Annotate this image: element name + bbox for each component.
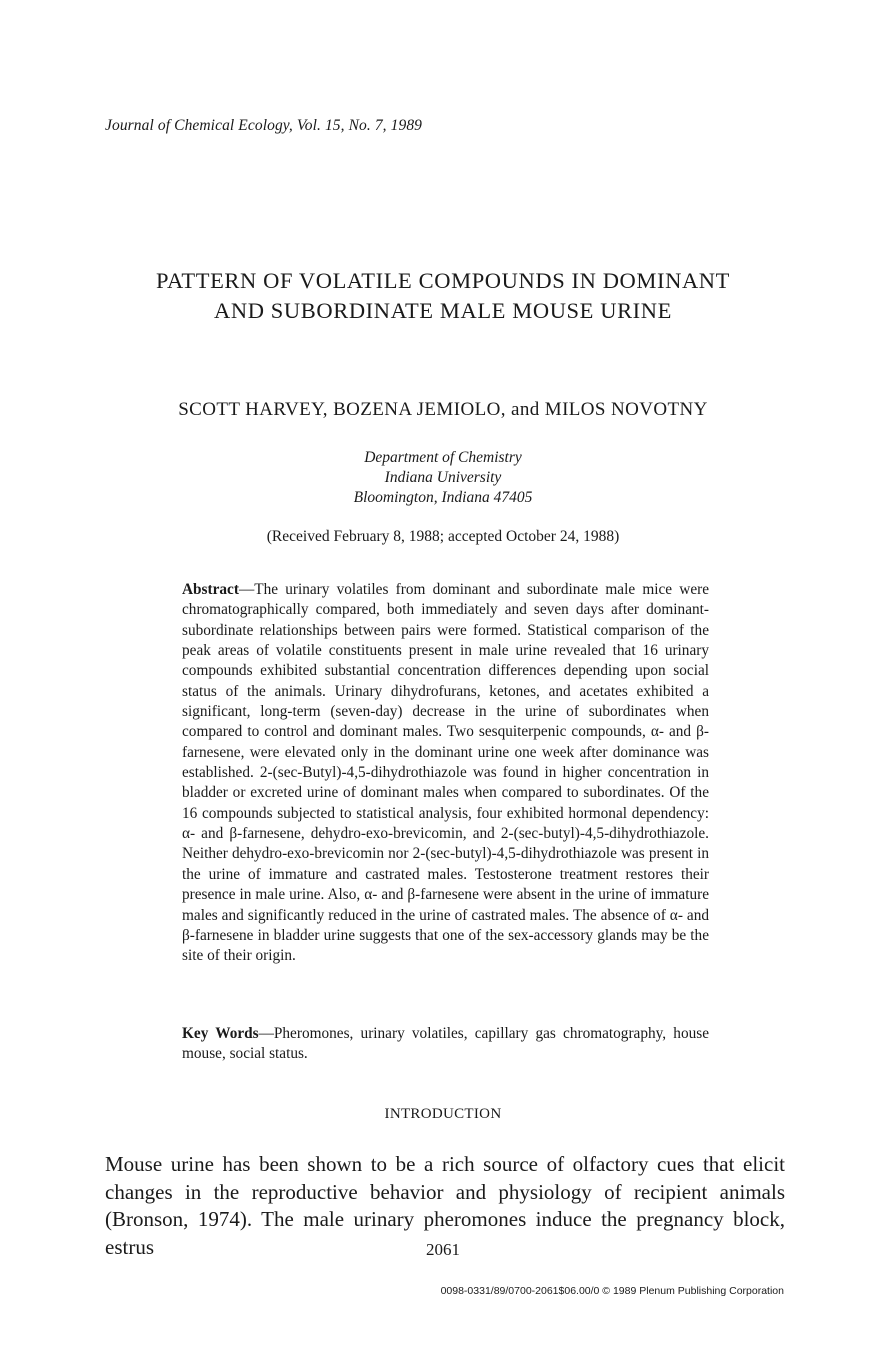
keywords-label: Key Words xyxy=(182,1025,259,1042)
copyright-footer: 0098-0331/89/0700-2061$06.00/0 © 1989 Plenum Publishing Corporation xyxy=(440,1285,784,1297)
affiliation-location: Bloomington, Indiana 47405 xyxy=(353,489,533,506)
section-heading-introduction: INTRODUCTION xyxy=(384,1106,502,1122)
abstract xyxy=(182,580,709,967)
received-dates: (Received February 8, 1988; accepted October 24, 1988) xyxy=(266,528,620,545)
paper-title-line-2: AND SUBORDINATE MALE MOUSE URINE xyxy=(214,298,672,323)
affiliation-university: Indiana University xyxy=(384,469,502,486)
affiliation xyxy=(0,448,886,508)
author-list: SCOTT HARVEY, BOZENA JEMIOLO, and MILOS NOVOTNY xyxy=(178,399,708,420)
abstract-label: Abstract xyxy=(182,581,239,598)
keywords-text: —Pheromones, urinary volatiles, capillary gas chromatography, house mouse, social status. xyxy=(182,1025,709,1063)
page-number: 2061 xyxy=(426,1240,460,1259)
paper-title xyxy=(0,266,886,326)
abstract-text: —The urinary volatiles from dominant and subordinate male mice were chromatographically compared, both immediately and seven days after dominant-subordinate relationships between pairs were formed. Statistical comparison of the peak areas of volatile constituents present in male urine revealed that 16 urinary compounds exhibited substantial concentration differences depending upon social status of the animals. Urinary dihydrofurans, ketones, and acetates exhibited a significant, long-term (seven-day) decrease in the urine of subordinates when compared to control and dominant males. Two sesquiterpenic compounds, α- and β-farnesene, were elevated only in the dominant urine one week after dominance was established. 2-(sec-Butyl)-4,5-dihydrothiazole was found in higher concentration in bladder or excreted urine of dominant males when compared to subordinates. Of the 16 compounds subjected to statistical analysis, four exhibited hormonal dependency: α- and β-farnesene, dehydro-exo-brevicomin, and 2-(sec-butyl)-4,5-dihydrothiazole. Neither dehydro-exo-brevicomin nor 2-(sec-butyl)-4,5-dihydrothiazole was present in the urine of immature and castrated males. Testosterone treatment restores their presence in male urine. Also, α- and β-farnesene were absent in the urine of immature males and significantly reduced in the urine of castrated males. The absence of α- and β-farnesene in bladder urine suggests that one of the sex-accessory glands may be the site of their origin. xyxy=(182,581,709,965)
introduction-paragraph: Mouse urine has been shown to be a rich source of olfactory cues that elicit changes in the reproductive behavior and physiology of recipient animals (Bronson, 1974). The male urinary pheromones induce the pregnancy block, estrus xyxy=(105,1152,785,1259)
keywords xyxy=(182,1024,709,1065)
paper-title-line-1: PATTERN OF VOLATILE COMPOUNDS IN DOMINANT xyxy=(155,268,730,293)
affiliation-department: Department of Chemistry xyxy=(364,449,522,466)
journal-citation: Journal of Chemical Ecology, Vol. 15, No. 7, 1989 xyxy=(105,117,423,134)
